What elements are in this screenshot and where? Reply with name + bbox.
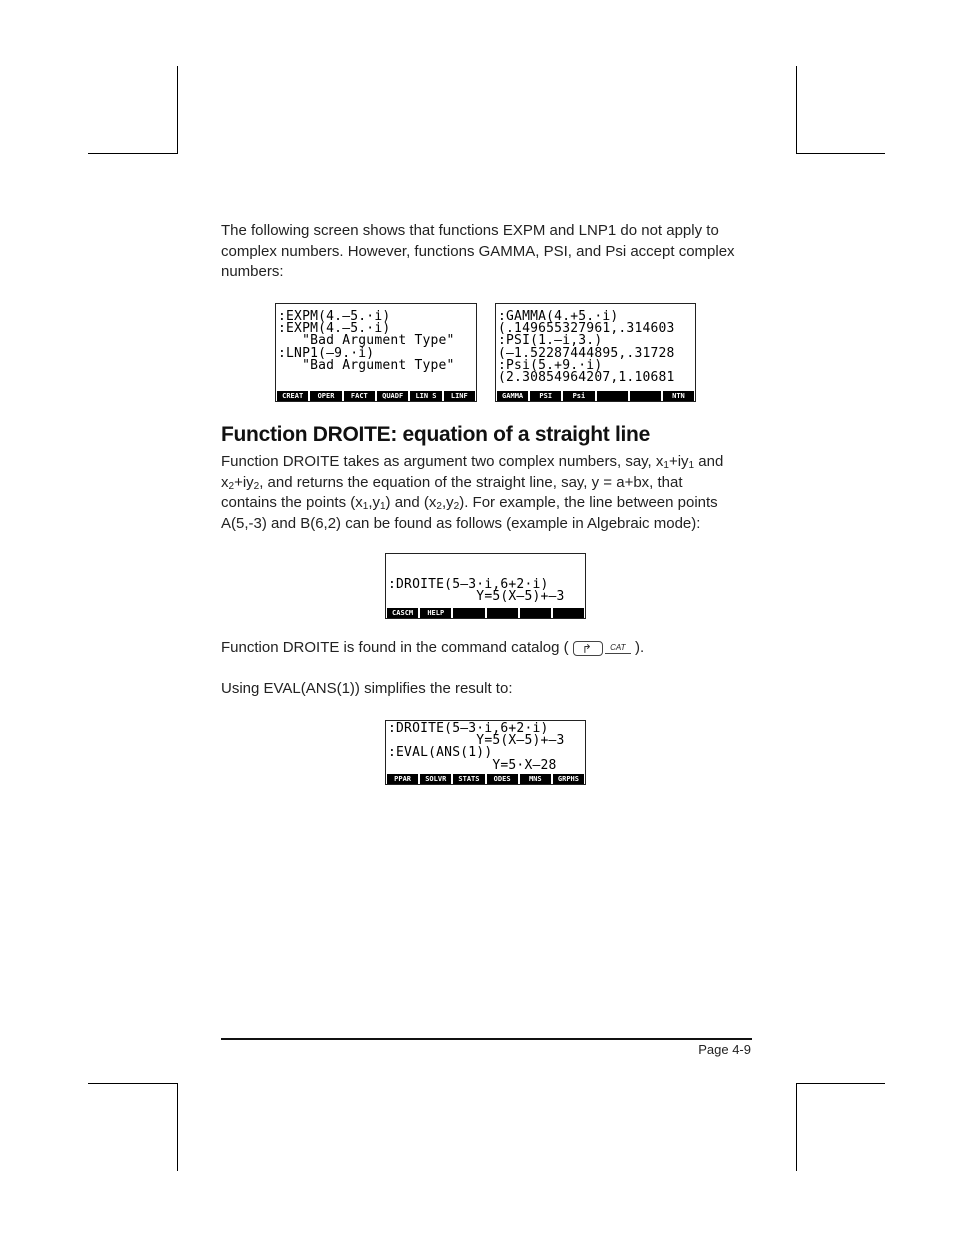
crop-mark-bottom-right-h xyxy=(796,1083,885,1084)
catalog-sentence: Function DROITE is found in the command catalog ( ↱ CAT ). xyxy=(221,638,644,659)
intro-line-2: complex numbers. However, functions GAMMA, PSI, and Psi accept complex xyxy=(221,242,735,260)
screen-line: (–1.52287444895,.31728 xyxy=(498,345,675,361)
screen-line: (.149655327961,.314603 xyxy=(498,321,675,337)
soft-menu xyxy=(496,391,695,401)
intro-line-3: numbers: xyxy=(221,263,284,280)
crop-mark-bottom-left-h xyxy=(88,1083,177,1084)
menu-key[interactable]: SOLVR xyxy=(420,774,451,784)
menu-key[interactable]: FACT xyxy=(344,391,375,401)
crop-mark-bottom-left-v xyxy=(177,1083,178,1171)
soft-menu xyxy=(386,608,585,618)
calculator-screen-eval xyxy=(385,720,586,785)
screen-line: :GAMMA(4.+5.·i) xyxy=(498,309,619,324)
menu-key[interactable] xyxy=(453,608,484,618)
right-shift-key-icon xyxy=(573,641,603,656)
crop-mark-top-left-h xyxy=(88,153,177,154)
intro-paragraph xyxy=(221,221,735,283)
menu-key[interactable]: Psi xyxy=(563,391,594,401)
eval-sentence: Using EVAL(ANS(1)) simplifies the result to: xyxy=(221,680,513,697)
screen-line: :LNP1(–9.·i) xyxy=(278,345,375,361)
screen-line: "Bad Argument Type" xyxy=(278,333,455,349)
screen-line: Y=5(X–5)+–3 xyxy=(388,733,565,749)
calculator-screen-droite xyxy=(385,553,586,619)
intro-line-1: The following screen shows that functions EXPM and LNP1 do not apply to xyxy=(221,222,719,239)
menu-key[interactable] xyxy=(597,391,628,401)
screen-line: :DROITE(5–3·i,6+2·i) xyxy=(388,721,549,736)
menu-key[interactable]: ODES xyxy=(487,774,518,784)
menu-key[interactable]: PPAR xyxy=(387,774,418,784)
menu-key[interactable]: STATS xyxy=(453,774,484,784)
screen-line: :EXPM(4.–5.·i) xyxy=(278,309,391,324)
screen-line: :Psi(5.+9.·i) xyxy=(498,357,603,373)
screen-line: "Bad Argument Type" xyxy=(278,357,455,373)
cat-key-label: CAT xyxy=(605,642,631,654)
menu-key[interactable]: LIN S xyxy=(410,391,441,401)
para-line-2: $x_2+iy_2$, and returns the equation of the straight line, say, y = a+bx, that xyxy=(221,473,683,492)
screen-line: Y=5(X–5)+–3 xyxy=(388,589,565,605)
crop-mark-top-left-v xyxy=(177,66,178,154)
menu-key[interactable] xyxy=(553,608,584,618)
menu-key[interactable] xyxy=(630,391,661,401)
screen-line: :EVAL(ANS(1)) xyxy=(388,745,493,761)
menu-key[interactable] xyxy=(520,608,551,618)
menu-key[interactable]: PSI xyxy=(530,391,561,401)
menu-key[interactable]: MNS xyxy=(520,774,551,784)
menu-key[interactable]: OPER xyxy=(310,391,341,401)
crop-mark-top-right-v xyxy=(796,66,797,154)
calculator-screen-gamma xyxy=(495,303,696,402)
keystroke-sequence xyxy=(573,638,631,659)
page-number: Page 4-9 xyxy=(698,1042,751,1057)
screen-line: Y=5·X–28 xyxy=(388,757,557,773)
para-line-1: Function DROITE takes as argument two complex numbers, say, $x_1+iy_1$ and xyxy=(221,453,724,471)
section-heading: Function DROITE: equation of a straight line xyxy=(221,423,650,446)
footer-rule xyxy=(221,1038,752,1040)
soft-menu xyxy=(386,774,585,784)
menu-key[interactable]: GRPHS xyxy=(553,774,584,784)
menu-key[interactable] xyxy=(487,608,518,618)
menu-key[interactable]: LINF xyxy=(444,391,475,401)
para-line-4: A(5,-3) and B(6,2) can be found as follows (example in Algebraic mode): xyxy=(221,514,701,532)
soft-menu xyxy=(276,391,476,401)
menu-key[interactable]: HELP xyxy=(420,608,451,618)
screen-line: :PSI(1.–i,3.) xyxy=(498,333,603,349)
menu-key[interactable]: NTN xyxy=(663,391,694,401)
menu-key[interactable]: GAMMA xyxy=(497,391,528,401)
menu-key[interactable]: CREAT xyxy=(277,391,308,401)
screen-line: :EXPM(4.–5.·i) xyxy=(278,321,391,337)
para-line-3: contains the points $(x_1,y_1)$ and $(x_2,y_2)$. For example, the line between points xyxy=(221,494,718,512)
crop-mark-top-right-h xyxy=(796,153,885,154)
screen-line: :DROITE(5–3·i,6+2·i) xyxy=(388,577,549,592)
crop-mark-bottom-right-v xyxy=(796,1083,797,1171)
menu-key[interactable]: QUADF xyxy=(377,391,408,401)
screen-line: (2.30854964207,1.10681 xyxy=(498,370,675,386)
calculator-screen-expm xyxy=(275,303,477,402)
menu-key[interactable]: CASCM xyxy=(387,608,418,618)
droite-paragraph xyxy=(221,452,723,534)
